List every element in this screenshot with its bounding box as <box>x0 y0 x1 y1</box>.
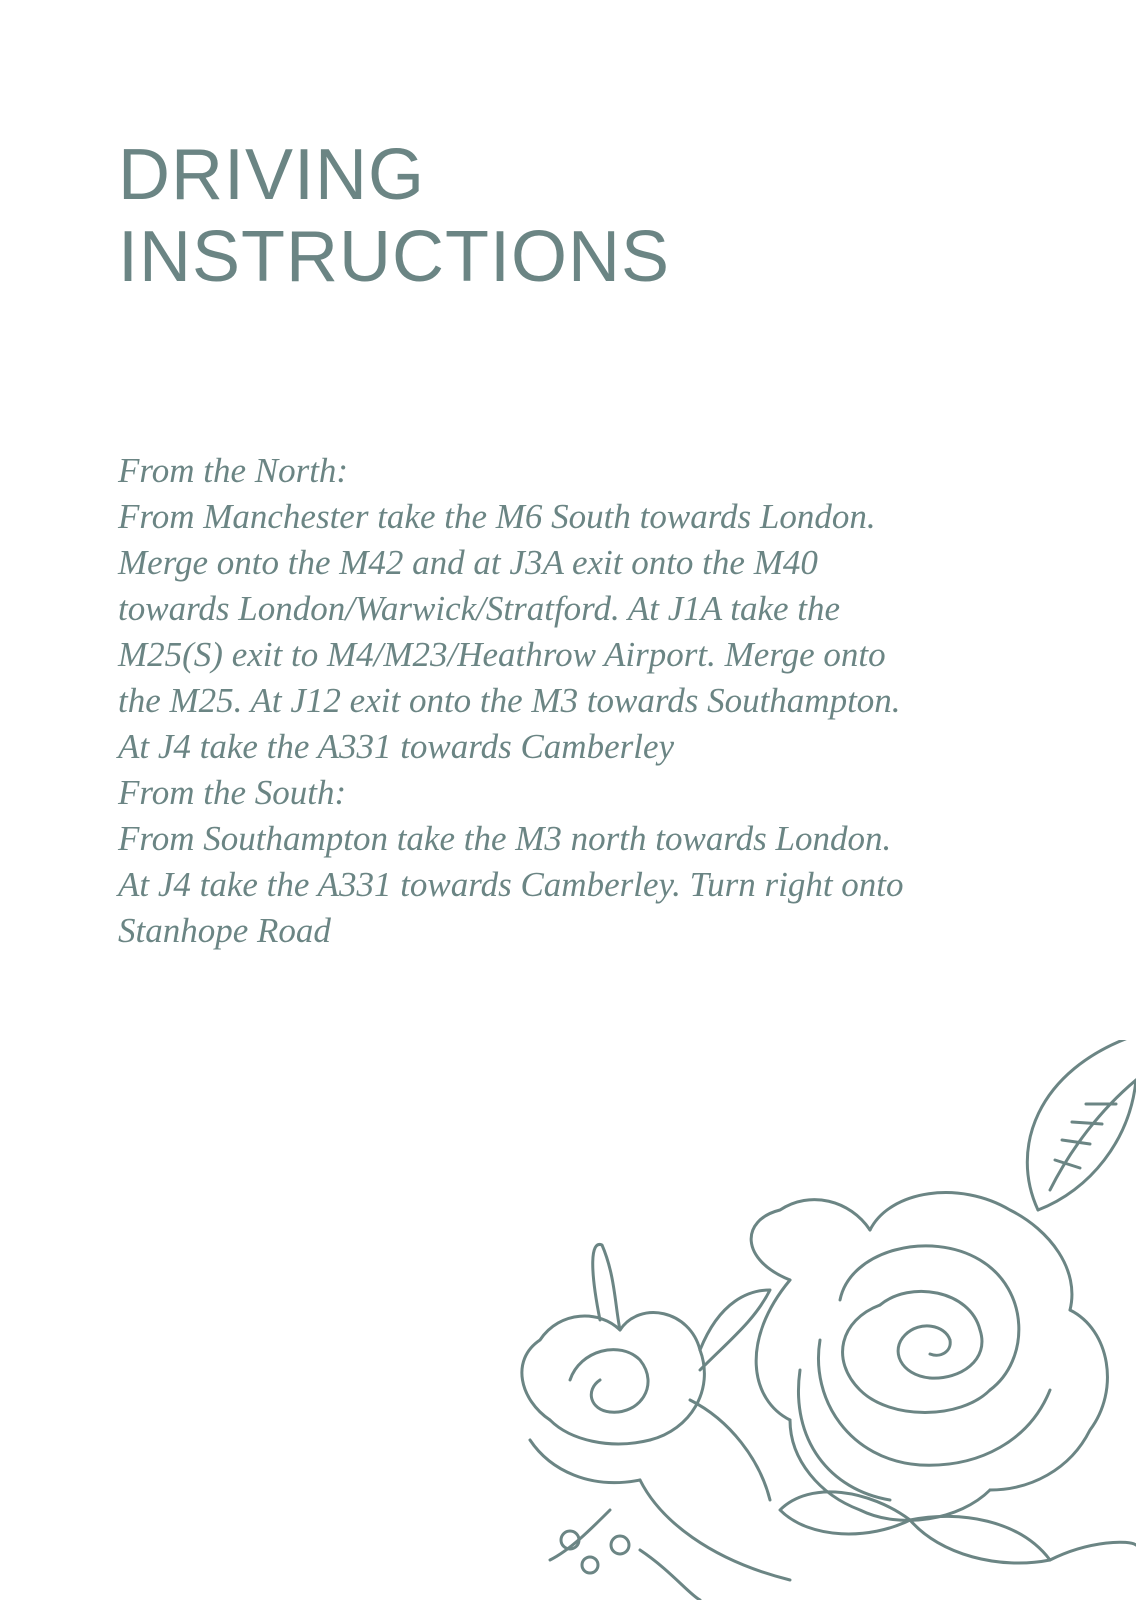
north-line: the M25. At J12 exit onto the M3 towards Southampton. <box>118 681 901 720</box>
south-heading: From the South: <box>118 773 347 812</box>
page-title-line-2: INSTRUCTIONS <box>118 217 670 297</box>
south-line: Stanhope Road <box>118 911 331 950</box>
south-line: At J4 take the A331 towards Camberley. Turn right onto <box>118 865 904 904</box>
south-line: From Southampton take the M3 north towards London. <box>118 819 892 858</box>
north-line: Merge onto the M42 and at J3A exit onto the M40 <box>118 543 818 582</box>
north-heading: From the North: <box>118 451 349 490</box>
north-line: towards London/Warwick/Stratford. At J1A take the <box>118 589 841 628</box>
page-title <box>118 134 670 298</box>
rose-line-art-icon <box>490 1040 1136 1600</box>
north-line: From Manchester take the M6 South towards London. <box>118 497 876 536</box>
north-line: M25(S) exit to M4/M23/Heathrow Airport. Merge onto <box>118 635 886 674</box>
north-line: At J4 take the A331 towards Camberley <box>118 727 675 766</box>
page-title-line-1: DRIVING <box>118 135 426 215</box>
directions-text <box>118 448 978 954</box>
